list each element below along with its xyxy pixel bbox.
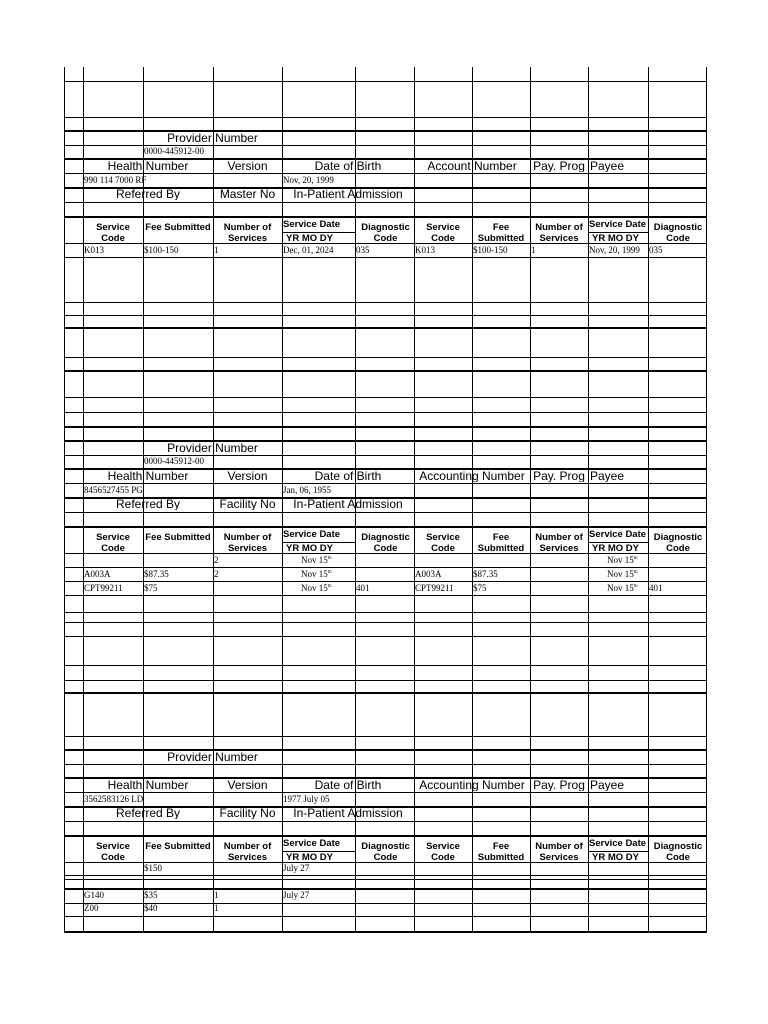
fee-submitted-header: Fee Submitted [477,222,525,244]
service-code-header: Service Code [96,222,130,244]
service-date-header: Service Date [589,219,647,230]
yr-mo-dy-header: YR MO DY [286,543,333,554]
grid-line-v [414,67,415,932]
diagnostic-code-header: Diagnostic Code [361,532,410,554]
health-number-value: 8456527455 PG [84,486,143,495]
grid-line-h [64,612,707,613]
grid-line-v [706,67,707,932]
grid-line-h [64,665,707,666]
grid-line-h [64,81,707,82]
table-cell: Nov 15th [301,570,332,579]
service-date-header: Service Date [589,529,647,540]
table-cell: 401 [356,584,370,593]
pay-prog-label: Pay. Prog [533,779,585,791]
table-cell: A003A [84,570,111,579]
pay-prog-label: Pay. Prog [533,470,585,482]
table-cell: 1 [214,891,219,900]
table-cell: K013 [415,246,435,255]
service-date-header: Service Date [283,219,341,230]
grid-line-h [64,455,707,456]
in-patient-admission-label: In-Patient Admission [293,498,403,510]
grid-line-h [64,567,707,568]
provider-number-label: Provider Number [167,442,258,454]
table-cell: $40 [144,904,158,913]
table-cell: G140 [84,891,104,900]
master-number-label: Master No [219,188,276,200]
grid-line-h [64,370,707,372]
yr-mo-dy-header: YR MO DY [592,852,639,863]
diagnostic-code-header: Diagnostic Code [653,532,703,554]
table-cell: Nov, 20, 1999 [589,246,640,255]
table-cell: 035 [356,246,370,255]
grid-line-h [64,426,707,428]
health-number-value: 3562583126 LD [84,795,144,804]
grid-line-h [588,851,649,852]
table-cell: 1 [531,246,536,255]
grid-line-h [64,888,707,890]
provider-number-label: Provider Number [167,751,258,763]
fee-submitted-header: Fee Submitted [145,222,211,233]
number-of-services-header: Number of Services [223,532,272,554]
table-cell: CPT99211 [415,584,454,593]
health-number-label: Health Number [107,470,189,482]
table-cell: $87.35 [473,570,498,579]
health-number-value: 990 114 7000 RF [84,176,147,185]
referred-by-label: Referred By [115,807,181,819]
table-cell: $150 [144,864,162,873]
grid-line-h [64,257,707,258]
service-code-header: Service Code [96,841,130,863]
referred-by-label: Referred By [115,188,181,200]
payee-label: Payee [590,779,625,791]
payee-label: Payee [590,160,625,172]
health-number-label: Health Number [107,779,189,791]
fee-submitted-header: Fee Submitted [145,532,211,543]
service-date-header: Service Date [283,838,341,849]
grid-line-h [64,879,707,880]
grid-line-h [64,412,707,413]
diagnostic-code-header: Diagnostic Code [653,841,703,863]
grid-line-h [64,117,707,118]
number-of-services-header: Number of Services [223,841,272,863]
grid-line-h [64,875,707,876]
grid-line-h [64,931,707,933]
grid-line-h [64,622,707,623]
table-cell: Nov 15th [301,584,332,593]
diagnostic-code-header: Diagnostic Code [361,841,410,863]
table-cell: July 27 [283,891,310,900]
grid-line-h [64,397,707,398]
grid-line-h [64,595,707,596]
table-cell: 1 [214,904,219,913]
grid-line-h [64,216,707,218]
diagnostic-code-header: Diagnostic Code [653,222,703,244]
number-of-services-header: Number of Services [535,532,583,554]
yr-mo-dy-header: YR MO DY [592,233,639,244]
grid-line-h [64,302,707,303]
provider-number-value: 0000-445912-00 [144,457,204,466]
version-label: Version [227,470,268,482]
number-of-services-header: Number of Services [535,841,583,863]
grid-line-v [588,67,589,932]
in-patient-admission-label: In-Patient Admission [293,188,403,200]
grid-line-h [64,835,707,837]
grid-line-h [64,327,707,329]
version-label: Version [227,160,268,172]
provider-number-label: Provider Number [167,132,258,144]
date-of-birth-label: Date of Birth [314,160,382,172]
table-cell: Z00 [84,904,99,913]
table-cell: Nov 15th [607,570,638,579]
table-cell: A003A [415,570,442,579]
table-cell: $87.35 [144,570,169,579]
grid-line-h [64,792,707,793]
table-cell: K013 [84,246,104,255]
number-of-services-header: Number of Services [535,222,583,244]
grid-line-h [64,636,707,637]
pay-prog-label: Pay. Prog [533,160,585,172]
in-patient-admission-label: In-Patient Admission [293,807,403,819]
table-cell: $100-150 [144,246,179,255]
date-of-birth-value: Jan, 06, 1955 [283,486,331,495]
grid-line-h [64,202,707,203]
grid-line-h [64,916,707,917]
date-of-birth-label: Date of Birth [314,779,382,791]
service-date-header: Service Date [589,838,647,849]
grid-line-h [282,232,356,233]
account-number-label: Account Number [427,160,517,172]
master-number-label: Facility No [219,807,276,819]
version-label: Version [227,779,268,791]
grid-line-h [64,357,707,358]
table-cell: $100-150 [473,246,508,255]
number-of-services-header: Number of Services [223,222,272,244]
yr-mo-dy-header: YR MO DY [592,543,639,554]
grid-line-v [472,67,473,932]
provider-number-value: 0000-445912-00 [144,147,204,156]
grid-line-h [64,821,707,822]
grid-line-v [648,67,649,932]
table-cell: 1 [214,246,219,255]
grid-line-h [282,542,356,543]
grid-line-h [64,173,707,174]
fee-submitted-header: Fee Submitted [477,532,525,554]
service-date-header: Service Date [283,529,341,540]
grid-line-h [64,736,707,737]
table-cell: July 27 [283,864,310,873]
yr-mo-dy-header: YR MO DY [286,852,333,863]
account-number-label: Accounting Number [419,470,525,482]
grid-line-h [588,542,649,543]
fee-submitted-header: Fee Submitted [145,841,211,852]
grid-line-h [64,581,707,582]
grid-line-v [64,67,65,932]
table-cell: $75 [144,584,158,593]
payee-label: Payee [590,470,625,482]
table-cell: Nov 15th [607,556,638,565]
date-of-birth-value: 1977 July 05 [283,795,330,804]
table-cell: 2 [214,570,219,579]
service-code-header: Service Code [426,532,460,554]
account-number-label: Accounting Number [419,779,525,791]
health-number-label: Health Number [107,160,189,172]
grid-line-h [64,764,707,765]
grid-line-h [282,851,356,852]
grid-line-v [530,67,531,932]
service-code-header: Service Code [426,222,460,244]
grid-line-h [64,692,707,694]
table-cell: Nov 15th [607,584,638,593]
grid-line-h [588,232,649,233]
grid-line-h [64,145,707,146]
grid-line-h [64,680,707,681]
date-of-birth-label: Date of Birth [314,470,382,482]
referred-by-label: Referred By [115,498,181,510]
table-cell: 035 [649,246,663,255]
grid-line-h [64,315,707,316]
yr-mo-dy-header: YR MO DY [286,233,333,244]
master-number-label: Facility No [219,498,276,510]
grid-line-h [64,526,707,528]
table-cell: CPT99211 [84,584,123,593]
date-of-birth-value: Nov, 20, 1999 [283,176,334,185]
service-code-header: Service Code [426,841,460,863]
table-cell: 2 [214,556,219,565]
table-cell: $75 [473,584,487,593]
table-cell: $35 [144,891,158,900]
table-cell: 401 [649,584,663,593]
grid-line-h [64,512,707,513]
grid-line-h [64,483,707,484]
table-cell: Nov 15th [301,556,332,565]
service-code-header: Service Code [96,532,130,554]
diagnostic-code-header: Diagnostic Code [361,222,410,244]
table-cell: Dec, 01, 2024 [283,246,334,255]
fee-submitted-header: Fee Submitted [477,841,525,863]
